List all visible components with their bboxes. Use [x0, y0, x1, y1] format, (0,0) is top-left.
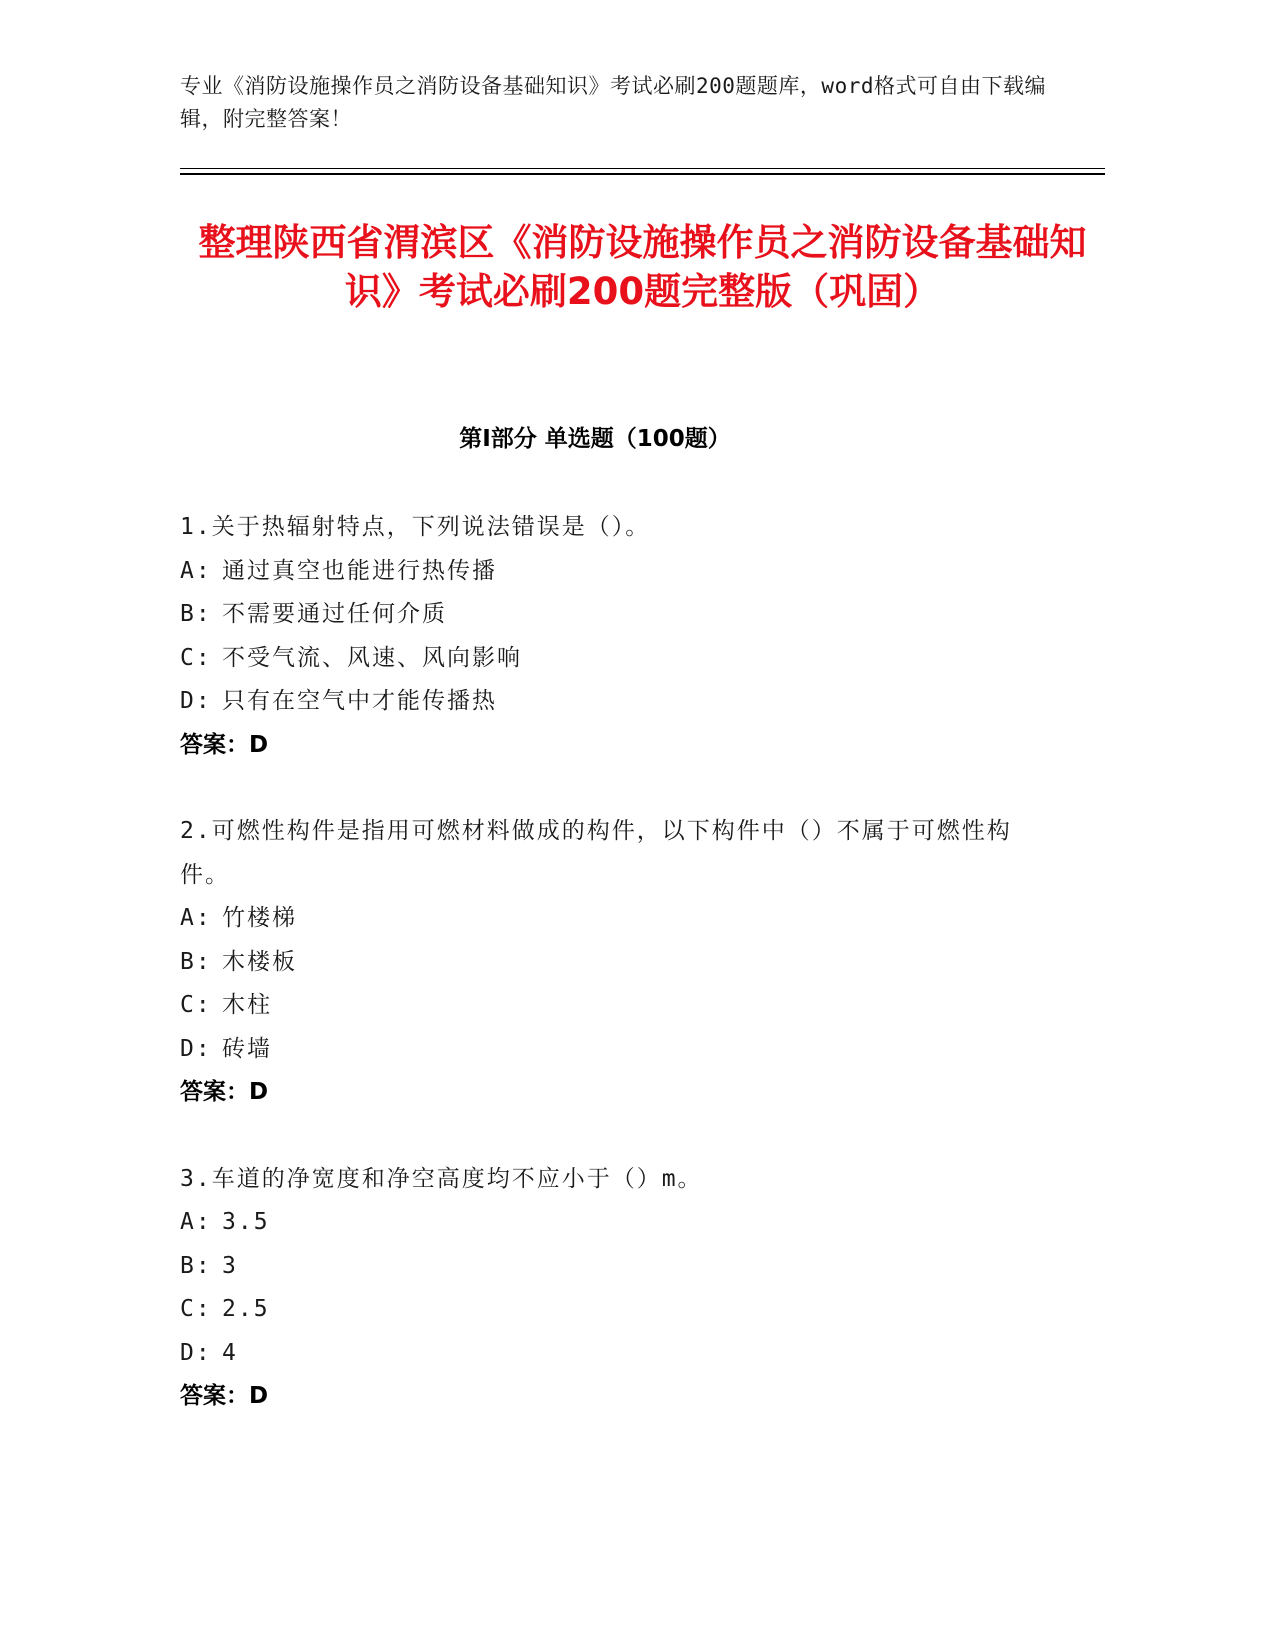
- header-divider-thick: [180, 173, 1105, 175]
- option-a: [180, 1201, 1020, 1245]
- question-text: 3.车道的净宽度和净空高度均不应小于（）m。: [180, 1165, 703, 1192]
- option-b: [180, 1245, 1020, 1289]
- answer-line: 答案：D: [180, 731, 269, 758]
- question-list: [180, 506, 1020, 1462]
- section-title: 第Ⅰ部分 单选题（100题）: [459, 426, 731, 452]
- answer-line: 答案：D: [180, 1383, 269, 1409]
- option-text: 2.5: [222, 1296, 270, 1322]
- option-b: [180, 593, 1020, 637]
- option-d: [180, 1028, 1020, 1072]
- option-letter: D:: [180, 688, 212, 714]
- option-letter: B:: [180, 601, 212, 627]
- option-letter: D:: [180, 1035, 212, 1062]
- option-letter: A:: [180, 557, 212, 584]
- option-text: 不需要通过任何介质: [222, 601, 447, 627]
- option-letter: D:: [180, 1339, 212, 1366]
- option-a: [180, 550, 1020, 594]
- option-letter: C:: [180, 644, 212, 671]
- option-letter: B:: [180, 1252, 212, 1279]
- option-letter: A:: [180, 905, 212, 931]
- option-text: 3: [222, 1252, 238, 1279]
- option-text: 木楼板: [222, 948, 297, 975]
- option-text: 不受气流、风速、风向影响: [222, 644, 522, 671]
- option-c: [180, 1288, 1020, 1332]
- option-letter: A:: [180, 1209, 212, 1235]
- header-divider-thin: [180, 168, 1105, 169]
- option-text: 4: [222, 1339, 238, 1366]
- option-d: [180, 680, 1020, 724]
- document-title: 整理陕西省渭滨区《消防设施操作员之消防设备基础知识》考试必刷200题完整版（巩固）: [198, 221, 1087, 313]
- option-text: 竹楼梯: [222, 905, 297, 931]
- option-d: [180, 1332, 1020, 1376]
- option-letter: C:: [180, 992, 212, 1018]
- question-3: [180, 1158, 1020, 1419]
- answer-line: 答案：D: [180, 1079, 269, 1105]
- option-letter: B:: [180, 948, 212, 975]
- option-text: 只有在空气中才能传播热: [222, 688, 497, 714]
- question-1: [180, 506, 1020, 767]
- option-a: [180, 897, 1020, 941]
- option-c: [180, 984, 1020, 1028]
- question-text: 1.关于热辐射特点，下列说法错误是（）。: [180, 514, 651, 540]
- option-b: [180, 941, 1020, 985]
- option-c: [180, 637, 1020, 681]
- option-text: 木柱: [222, 992, 272, 1018]
- question-text: 2.可燃性构件是指用可燃材料做成的构件，以下构件中（）不属于可燃性构件。: [180, 818, 1012, 888]
- header-note: 专业《消防设施操作员之消防设备基础知识》考试必刷200题题库，word格式可自由下载编辑，附完整答案！: [180, 74, 1046, 131]
- option-text: 砖墙: [222, 1035, 272, 1062]
- option-letter: C:: [180, 1296, 212, 1322]
- question-2: [180, 810, 1020, 1115]
- option-text: 通过真空也能进行热传播: [222, 557, 497, 584]
- option-text: 3.5: [222, 1209, 270, 1235]
